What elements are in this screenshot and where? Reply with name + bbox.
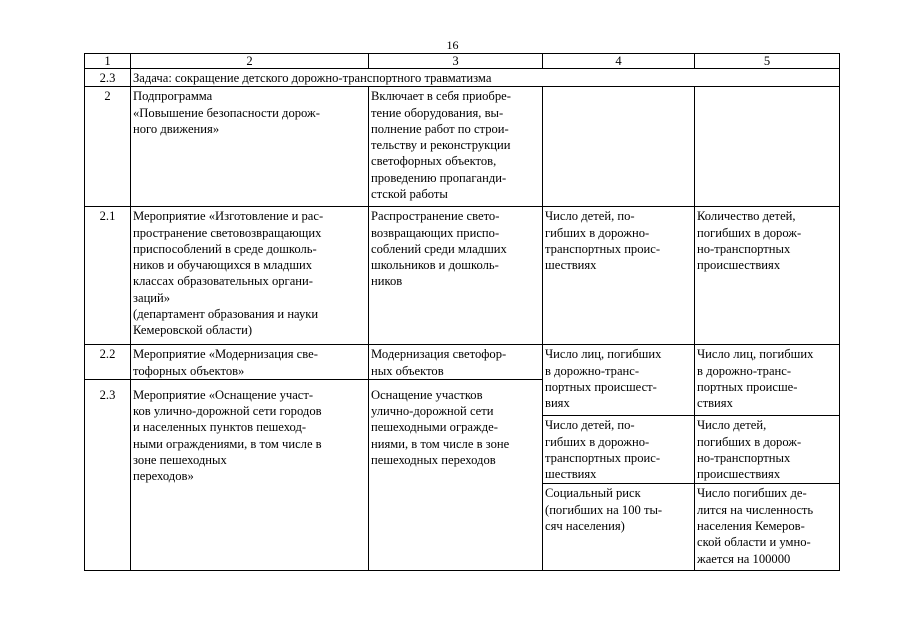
empty-cell bbox=[543, 87, 695, 207]
text-line: Мероприятие «Изготовление и рас- bbox=[133, 209, 324, 224]
text-line: классах образовательных органи- bbox=[133, 274, 313, 289]
subprogram-description bbox=[369, 87, 543, 207]
indicators-table bbox=[84, 53, 840, 571]
text-line: заций» bbox=[133, 290, 171, 305]
task-text: Задача: сокращение детского дорожно-транспортного травматизма bbox=[131, 69, 840, 87]
indicator-name bbox=[543, 484, 695, 571]
text-line: в дорожно-транс- bbox=[545, 363, 640, 378]
text-line: (погибших на 100 ты- bbox=[545, 502, 663, 517]
text-line: Включает в себя приобре- bbox=[371, 89, 511, 104]
indicator-name bbox=[543, 207, 695, 345]
indicator-name bbox=[543, 416, 695, 484]
text-line: ников и обучающихся в младших bbox=[133, 258, 313, 273]
text-line: тофорных объектов» bbox=[133, 363, 245, 378]
text-line: (департамент образования и науки bbox=[133, 307, 319, 322]
measure-name bbox=[131, 345, 369, 380]
text-line: пространение световозвращающих bbox=[133, 225, 322, 240]
text-line: пешеходных переходов bbox=[371, 453, 496, 468]
text-line: улично-дорожной сети bbox=[371, 404, 494, 419]
text-line: ного движения» bbox=[133, 121, 220, 136]
text-line: происшествиях bbox=[697, 258, 781, 273]
empty-cell bbox=[695, 87, 840, 207]
text-line: Социальный риск bbox=[545, 486, 641, 501]
text-line: ков улично-дорожной сети городов bbox=[133, 404, 322, 419]
indicator-method bbox=[695, 484, 840, 571]
text-line: «Повышение безопасности дорож- bbox=[133, 105, 320, 120]
text-line: переходов» bbox=[133, 469, 194, 484]
row-number: 2.2 bbox=[85, 345, 131, 380]
text-line: стской работы bbox=[371, 187, 448, 202]
text-line: ных объектов bbox=[371, 363, 444, 378]
text-line: портных происше- bbox=[697, 379, 798, 394]
text-line: виях bbox=[545, 396, 570, 411]
measure-description bbox=[369, 207, 543, 345]
task-row bbox=[85, 69, 840, 87]
text-line: ниями, в том числе в зоне bbox=[371, 436, 510, 451]
text-line: гибших в дорожно- bbox=[545, 434, 650, 449]
header-cell: 4 bbox=[543, 54, 695, 69]
indicator-method bbox=[695, 416, 840, 484]
text-line: Подпрограмма bbox=[133, 89, 213, 104]
row-number: 2.3 bbox=[85, 386, 131, 571]
text-line: жается на 100000 bbox=[697, 551, 791, 566]
header-cell: 5 bbox=[695, 54, 840, 69]
text-line: Количество детей, bbox=[697, 209, 796, 224]
text-line: светофорных объектов, bbox=[371, 154, 497, 169]
text-line: проведению пропаганди- bbox=[371, 170, 507, 185]
header-cell: 3 bbox=[369, 54, 543, 69]
indicator-method bbox=[695, 207, 840, 345]
indicator-method bbox=[695, 345, 840, 416]
text-line: транспортных проис- bbox=[545, 241, 661, 256]
text-line: ными ограждениями, в том числе в bbox=[133, 436, 322, 451]
text-line: Модернизация светофор- bbox=[371, 347, 507, 362]
measure-row-2-1 bbox=[85, 207, 840, 345]
text-line: шествиях bbox=[545, 467, 597, 482]
subprogram-row bbox=[85, 87, 840, 207]
text-line: Число детей, по- bbox=[545, 209, 635, 224]
header-cell: 2 bbox=[131, 54, 369, 69]
measure-name bbox=[131, 207, 369, 345]
indicator-name bbox=[543, 345, 695, 416]
text-line: Число лиц, погибших bbox=[697, 347, 814, 362]
task-number: 2.3 bbox=[85, 69, 131, 87]
text-line: происшествиях bbox=[697, 467, 781, 482]
text-line: населения Кемеров- bbox=[697, 518, 805, 533]
text-line: ской области и умно- bbox=[697, 535, 811, 550]
text-line: погибших в дорож- bbox=[697, 434, 802, 449]
text-line: ников bbox=[371, 274, 403, 289]
text-line: Мероприятие «Оснащение участ- bbox=[133, 387, 314, 402]
text-line: Оснащение участков bbox=[371, 387, 483, 402]
text-line: шествиях bbox=[545, 258, 597, 273]
measure-row-2-2 bbox=[85, 345, 840, 380]
text-line: ствиях bbox=[697, 396, 733, 411]
text-line: соблений среди младших bbox=[371, 241, 507, 256]
text-line: Число детей, bbox=[697, 418, 767, 433]
text-line: погибших в дорож- bbox=[697, 225, 802, 240]
text-line: гибших в дорожно- bbox=[545, 225, 650, 240]
subprogram-name bbox=[131, 87, 369, 207]
text-line: Распространение свето- bbox=[371, 209, 500, 224]
header-cell: 1 bbox=[85, 54, 131, 69]
text-line: сяч населения) bbox=[545, 518, 625, 533]
measure-description bbox=[369, 386, 543, 571]
text-line: приспособлений в среде дошколь- bbox=[133, 241, 317, 256]
text-line: Число лиц, погибших bbox=[545, 347, 662, 362]
text-line: транспортных проис- bbox=[545, 450, 661, 465]
text-line: зоне пешеходных bbox=[133, 453, 227, 468]
row-number: 2.1 bbox=[85, 207, 131, 345]
text-line: но-транспортных bbox=[697, 241, 791, 256]
text-line: но-транспортных bbox=[697, 450, 791, 465]
text-line: портных происшест- bbox=[545, 379, 657, 394]
measure-name bbox=[131, 386, 369, 571]
text-line: полнение работ по строи- bbox=[371, 121, 509, 136]
text-line: в дорожно-транс- bbox=[697, 363, 792, 378]
table-header-row bbox=[85, 54, 840, 69]
text-line: Кемеровской области) bbox=[133, 323, 253, 338]
text-line: возвращающих приспо- bbox=[371, 225, 500, 240]
text-line: лится на численность bbox=[697, 502, 814, 517]
row-number: 2 bbox=[85, 87, 131, 207]
text-line: пешеходными огражде- bbox=[371, 420, 498, 435]
text-line: Число детей, по- bbox=[545, 418, 635, 433]
text-line: Мероприятие «Модернизация све- bbox=[133, 347, 318, 362]
page-number: 16 bbox=[446, 38, 459, 52]
text-line: и населенных пунктов пешеход- bbox=[133, 420, 307, 435]
measure-description bbox=[369, 345, 543, 380]
text-line: Число погибших де- bbox=[697, 486, 807, 501]
text-line: тение оборудования, вы- bbox=[371, 105, 504, 120]
text-line: школьников и дошколь- bbox=[371, 258, 499, 273]
text-line: тельству и реконструкции bbox=[371, 138, 511, 153]
